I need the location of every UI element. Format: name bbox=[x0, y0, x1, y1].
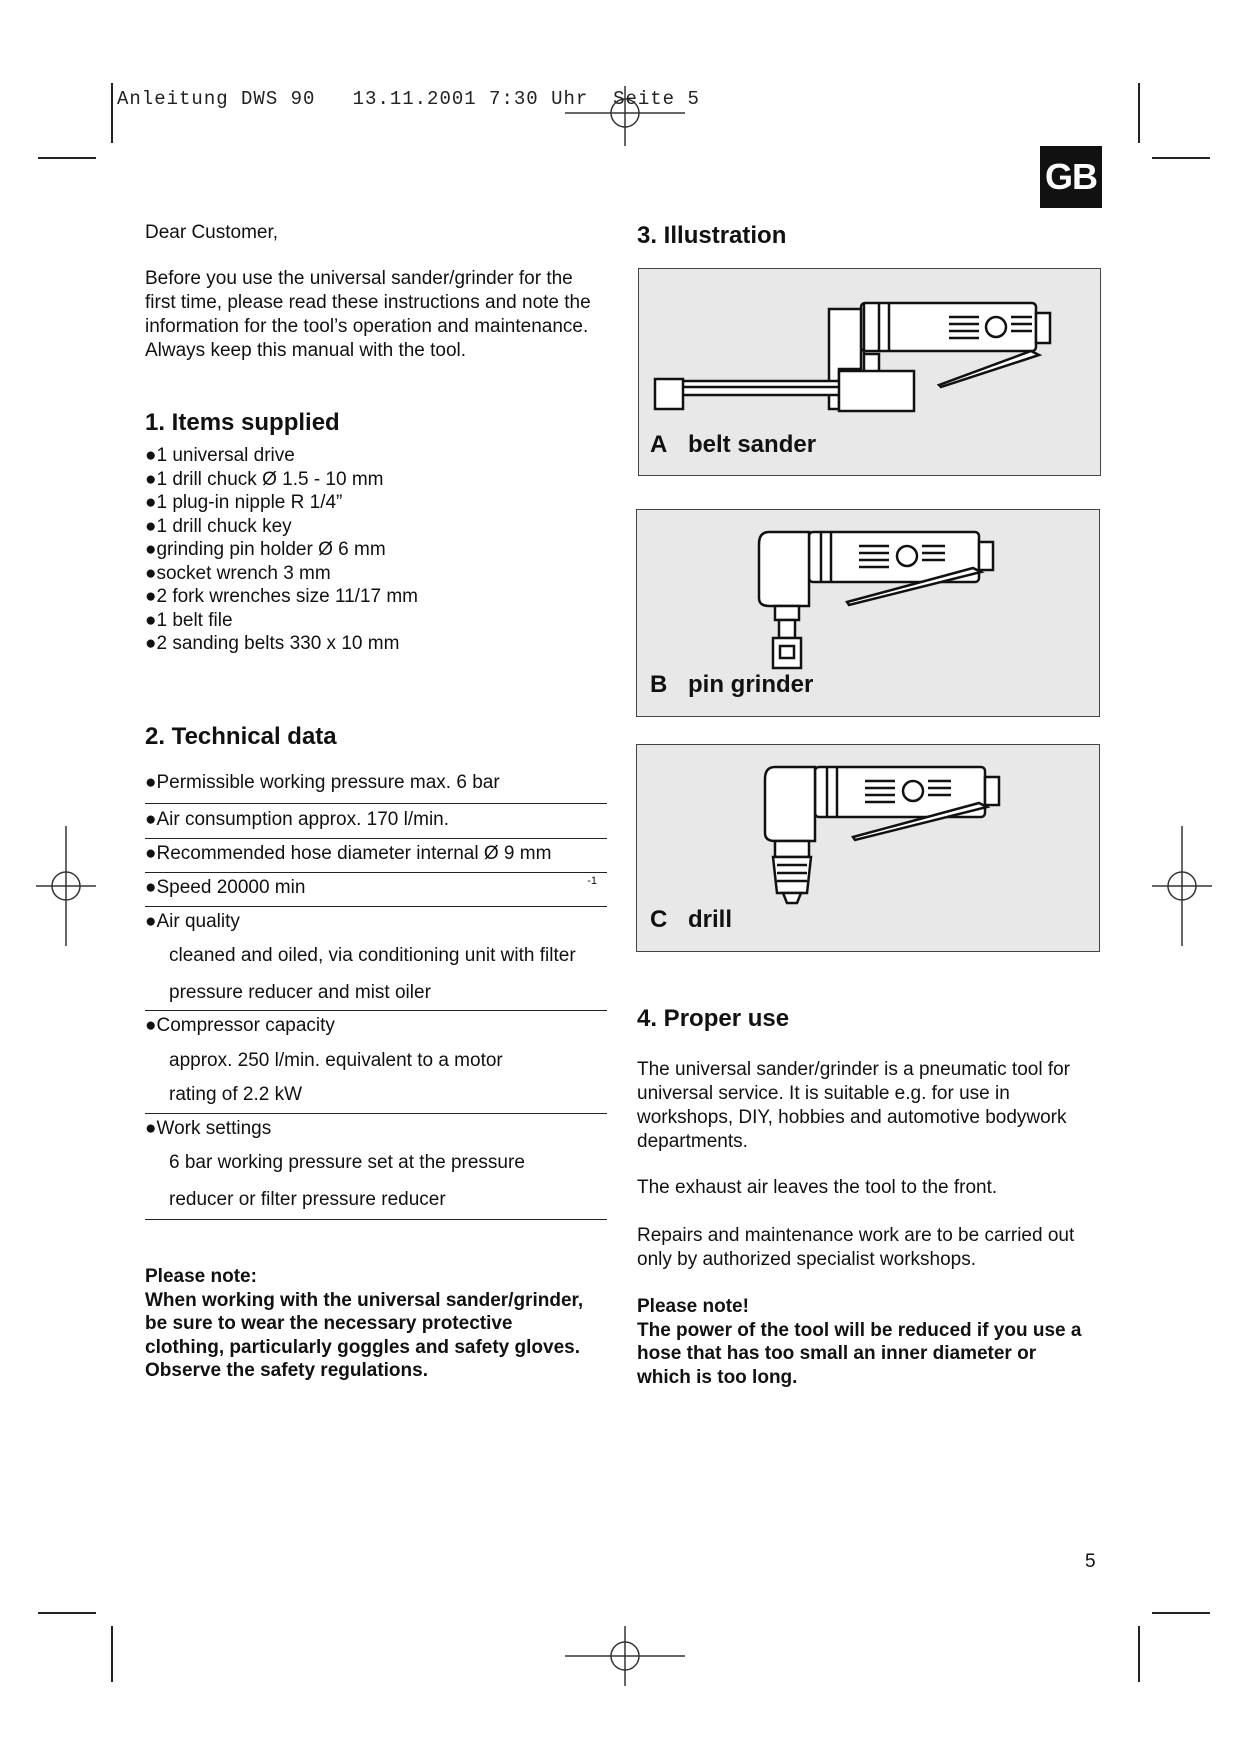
registration-target-icon bbox=[36, 826, 96, 946]
list-item: ●1 drill chuck Ø 1.5 - 10 mm bbox=[145, 468, 384, 490]
note-line: Observe the safety regulations. bbox=[145, 1360, 428, 1381]
language-badge: GB bbox=[1040, 146, 1102, 208]
bullet-icon: ● bbox=[145, 468, 157, 490]
registration-target-icon bbox=[1152, 826, 1212, 946]
running-header: Anleitung DWS 90 13.11.2001 7:30 Uhr Seite 5 bbox=[117, 88, 700, 110]
crop-mark bbox=[111, 83, 113, 143]
text-line: The universal sander/grinder is a pneumatic tool for bbox=[637, 1059, 1071, 1080]
table-cell: reducer or filter pressure reducer bbox=[169, 1189, 446, 1210]
panel-caption: belt sander bbox=[688, 431, 817, 458]
list-item: ●1 belt file bbox=[145, 609, 233, 631]
proper-use-heading: 4. Proper use bbox=[637, 1005, 790, 1032]
items-supplied-heading: 1. Items supplied bbox=[145, 409, 340, 436]
crop-mark bbox=[1152, 1612, 1210, 1614]
exhaust-paragraph: The exhaust air leaves the tool to the front. bbox=[637, 1177, 998, 1198]
text-line: only by authorized specialist workshops. bbox=[637, 1249, 977, 1270]
list-item: ●2 fork wrenches size 11/17 mm bbox=[145, 586, 419, 607]
list-item: ●1 drill chuck key bbox=[145, 515, 292, 537]
note-line: be sure to wear the necessary protective bbox=[145, 1313, 513, 1334]
text-line: Repairs and maintenance work are to be carried out bbox=[637, 1225, 1075, 1246]
note-title: Please note: bbox=[145, 1266, 257, 1287]
intro-line: information for the tool’s operation and maintenance. bbox=[145, 316, 589, 337]
note-line: The power of the tool will be reduced if you use a bbox=[637, 1319, 1082, 1341]
table-cell: rating of 2.2 kW bbox=[169, 1084, 303, 1105]
registration-target-icon bbox=[565, 1626, 685, 1686]
table-cell: 6 bar working pressure set at the pressure bbox=[169, 1152, 525, 1173]
superscript: -1 bbox=[587, 875, 597, 887]
row-divider bbox=[145, 906, 607, 907]
note-line: which is too long. bbox=[637, 1366, 798, 1388]
intro-paragraph bbox=[145, 267, 591, 363]
table-row: ●Air quality bbox=[145, 911, 240, 932]
row-divider bbox=[145, 872, 607, 873]
illustration-heading: 3. Illustration bbox=[637, 222, 787, 249]
panel-letter: A bbox=[650, 431, 668, 458]
panel-letter: B bbox=[650, 671, 668, 698]
note-title: Please note! bbox=[637, 1296, 749, 1317]
panel-letter: C bbox=[650, 906, 668, 933]
note-line: clothing, particularly goggles and safety gloves. bbox=[145, 1336, 580, 1358]
table-row: ●Speed 20000 min -1 bbox=[145, 875, 597, 898]
bullet-icon: ● bbox=[145, 445, 157, 466]
row-divider bbox=[145, 838, 607, 839]
power-note bbox=[637, 1295, 1081, 1389]
intro-line: Always keep this manual with the tool. bbox=[145, 340, 467, 361]
salutation: Dear Customer, bbox=[145, 222, 279, 243]
panel-caption: pin grinder bbox=[688, 671, 814, 698]
table-row: ●Air consumption approx. 170 l/min. bbox=[145, 809, 450, 830]
list-item: ●1 plug-in nipple R 1/4” bbox=[145, 492, 343, 513]
note-line: hose that has too small an inner diameter or bbox=[637, 1343, 1037, 1364]
list-item: ●socket wrench 3 mm bbox=[145, 562, 331, 584]
safety-note bbox=[145, 1265, 583, 1383]
crop-mark bbox=[1152, 157, 1210, 159]
crop-mark bbox=[111, 1626, 113, 1682]
row-divider bbox=[145, 1113, 607, 1114]
row-divider bbox=[145, 1219, 607, 1220]
table-row: ●Work settings bbox=[145, 1118, 272, 1139]
illustration-panel-a bbox=[638, 268, 1101, 476]
bullet-icon: ● bbox=[145, 515, 157, 537]
page-number: 5 bbox=[1085, 1551, 1096, 1572]
bullet-icon: ● bbox=[145, 609, 157, 631]
crop-mark bbox=[1138, 83, 1140, 143]
bullet-icon: ● bbox=[145, 539, 157, 560]
table-cell: approx. 250 l/min. equivalent to a motor bbox=[169, 1050, 503, 1071]
bullet-icon: ● bbox=[145, 492, 157, 513]
table-row: ●Compressor capacity bbox=[145, 1015, 335, 1036]
note-line: When working with the universal sander/grinder, bbox=[145, 1289, 584, 1311]
row-divider bbox=[145, 1010, 607, 1011]
table-row: ●Permissible working pressure max. 6 bar bbox=[145, 772, 500, 793]
table-cell: cleaned and oiled, via conditioning unit with filter bbox=[169, 945, 576, 966]
row-divider bbox=[145, 803, 607, 804]
text-line: workshops, DIY, hobbies and automotive bodywork bbox=[637, 1107, 1067, 1128]
crop-mark bbox=[38, 1612, 96, 1614]
items-supplied-list bbox=[145, 444, 418, 656]
panel-caption: drill bbox=[688, 906, 733, 933]
list-item: ●1 universal drive bbox=[145, 445, 295, 466]
repairs-paragraph bbox=[637, 1224, 1074, 1272]
technical-data-heading: 2. Technical data bbox=[145, 723, 337, 750]
crop-mark bbox=[38, 157, 96, 159]
bullet-icon: ● bbox=[145, 562, 157, 584]
illustration-panel-c bbox=[636, 744, 1100, 952]
proper-use-paragraph bbox=[637, 1058, 1070, 1154]
bullet-icon: ● bbox=[145, 633, 157, 654]
intro-line: Before you use the universal sander/grinder for the bbox=[145, 268, 573, 289]
bullet-icon: ● bbox=[145, 586, 157, 607]
list-item: ●2 sanding belts 330 x 10 mm bbox=[145, 633, 400, 654]
list-item: ●grinding pin holder Ø 6 mm bbox=[145, 539, 386, 560]
table-cell: pressure reducer and mist oiler bbox=[169, 982, 431, 1003]
crop-mark bbox=[1138, 1626, 1140, 1682]
intro-line: first time, please read these instructions and note the bbox=[145, 292, 591, 313]
text-line: departments. bbox=[637, 1131, 748, 1152]
table-row: ●Recommended hose diameter internal Ø 9 mm bbox=[145, 843, 552, 864]
text-line: universal service. It is suitable e.g. for use in bbox=[637, 1083, 1010, 1104]
illustration-panel-b bbox=[636, 509, 1100, 717]
